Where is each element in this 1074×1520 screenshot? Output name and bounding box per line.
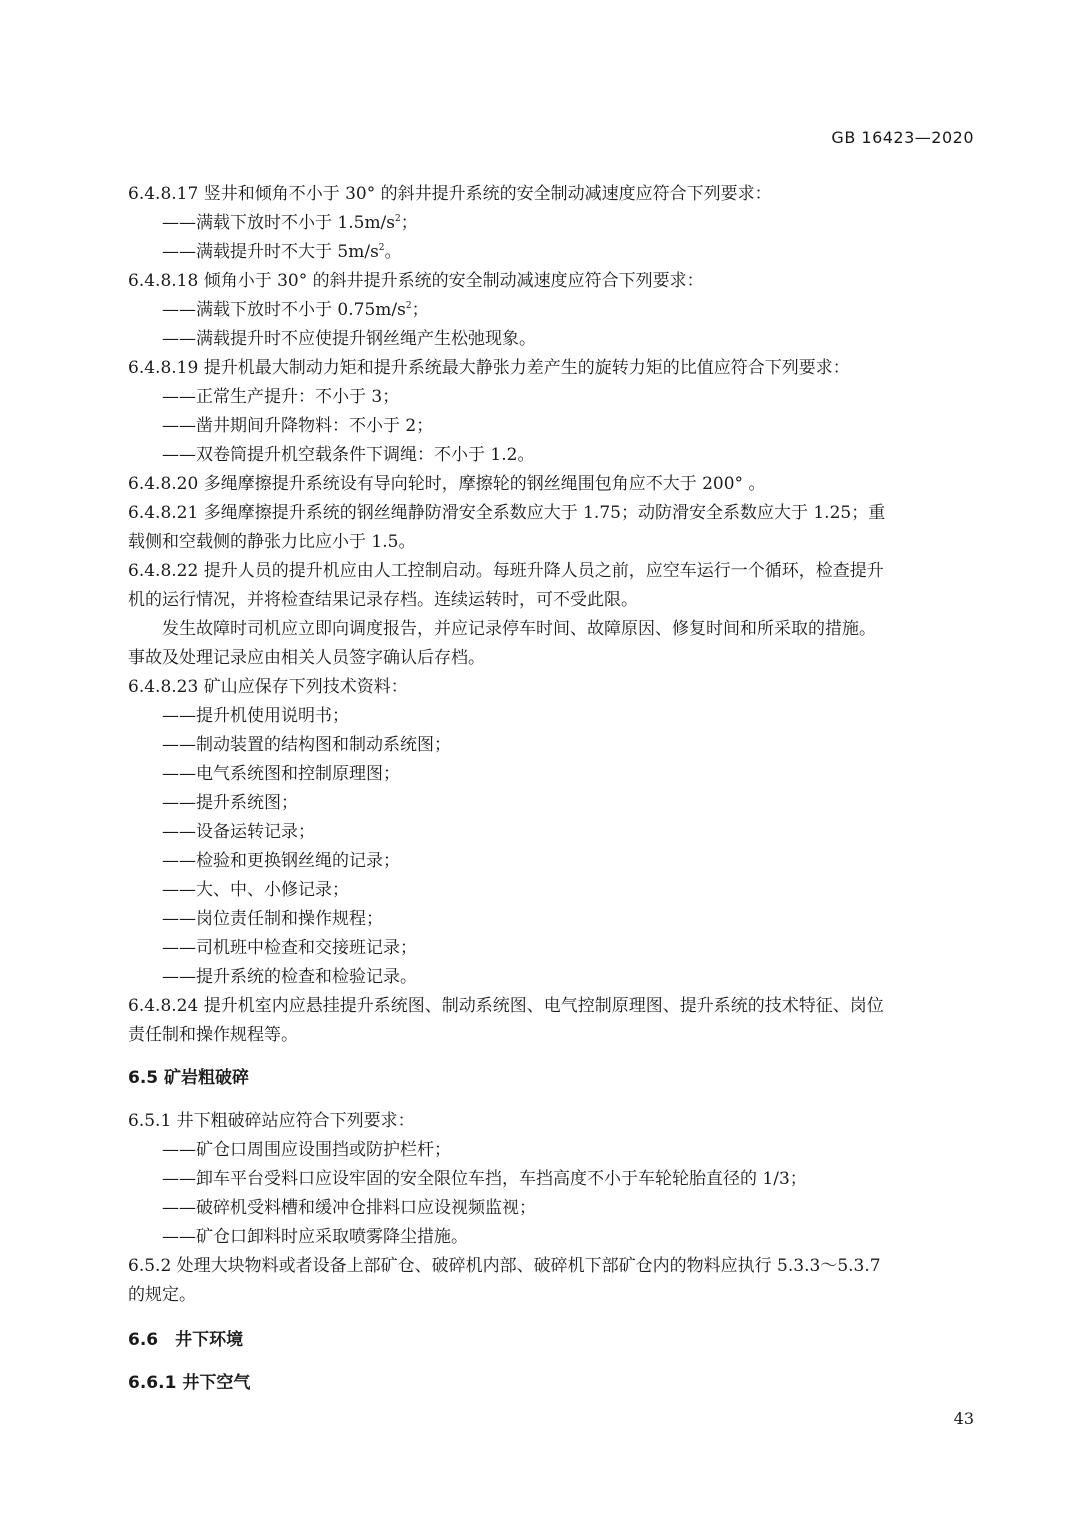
clause-6-5-2-line2: 的规定。 [128,1285,196,1305]
list-item: ——满载下放时不小于 $1.5m/s^2$； [162,213,418,233]
list-item: ——提升机使用说明书； [162,706,349,726]
list-item: ——矿仓口卸料时应采取喷雾降尘措施。 [162,1227,468,1247]
list-item: ——制动装置的结构图和制动系统图； [162,735,451,755]
clause-6-4-8-19: 6.4.8.19 提升机最大制动力矩和提升系统最大静张力差产生的旋转力矩的比值应符合下列要求： [128,358,850,378]
clause-6-4-8-22-line2: 机的运行情况，并将检查结果记录存档。连续运转时，可不受此限。 [128,590,638,610]
clause-6-4-8-22-line1: 6.4.8.22 提升人员的提升机应由人工控制启动。每班升降人员之前，应空车运行一个循环，检查提升 [128,561,884,581]
clause-6-4-8-21-line2: 载侧和空载侧的静张力比应小于 1.5。 [128,532,416,552]
standard-code: GB 16423—2020 [831,128,974,147]
list-item: ——满载提升时不大于 $5m/s^2$。 [162,242,402,262]
list-item: ——破碎机受料槽和缓冲仓排料口应设视频监视； [162,1198,536,1218]
clause-6-4-8-17: 6.4.8.17 竖井和倾角不小于 30° 的斜井提升系统的安全制动减速度应符合下列要求： [128,184,772,204]
list-item: ——双卷筒提升机空载条件下调绳：不小于 1.2。 [162,445,535,465]
clause-6-5-2-line1: 6.5.2 处理大块物料或者设备上部矿仓、破碎机内部、破碎机下部矿仓内的物料应执行 5.3.3～5.3.7 [128,1256,881,1276]
clause-6-5-1: 6.5.1 井下粗破碎站应符合下列要求： [128,1111,415,1131]
list-item: ——满载下放时不小于 $0.75m/s^2$； [162,300,429,320]
clause-6-4-8-20: 6.4.8.20 多绳摩擦提升系统设有导向轮时，摩擦轮的钢丝绳围包角应不大于 200° 。 [128,474,766,494]
clause-6-4-8-18: 6.4.8.18 倾角小于 30° 的斜井提升系统的安全制动减速度应符合下列要求： [128,271,704,291]
paragraph-line2: 事故及处理记录应由相关人员签字确认后存档。 [128,648,485,668]
list-item: ——提升系统图； [162,793,298,813]
document-body [128,180,966,1398]
list-item: ——司机班中检查和交接班记录； [162,938,417,958]
list-item: ——凿井期间升降物料：不小于 2； [162,416,434,436]
section-heading-6-6: 6.6 井下环境 [128,1330,244,1350]
clause-6-4-8-24-line1: 6.4.8.24 提升机室内应悬挂提升系统图、制动系统图、电气控制原理图、提升系统的技术特征、岗位 [128,996,884,1016]
list-item: ——检验和更换钢丝绳的记录； [162,851,400,871]
list-item: ——岗位责任制和操作规程； [162,909,383,929]
section-heading-6-6-1: 6.6.1 井下空气 [128,1373,251,1393]
list-item: ——正常生产提升：不小于 3； [162,387,400,407]
paragraph-line1: 发生故障时司机应立即向调度报告，并应记录停车时间、故障原因、修复时间和所采取的措施。 [162,619,876,639]
list-item: ——卸车平台受料口应设牢固的安全限位车挡，车挡高度不小于车轮轮胎直径的 1/3； [162,1169,807,1189]
section-heading-6-5: 6.5 矿岩粗破碎 [128,1068,250,1088]
clause-6-4-8-23: 6.4.8.23 矿山应保存下列技术资料： [128,677,408,697]
page-number: 43 [953,1409,974,1428]
clause-6-4-8-24-line2: 责任制和操作规程等。 [128,1025,298,1045]
clause-6-4-8-21-line1: 6.4.8.21 多绳摩擦提升系统的钢丝绳静防滑安全系数应大于 1.75；动防滑安全系数应大于 1.25；重 [128,503,886,523]
list-item: ——大、中、小修记录； [162,880,349,900]
list-item: ——矿仓口周围应设围挡或防护栏杆； [162,1140,451,1160]
list-item: ——电气系统图和控制原理图； [162,764,400,784]
list-item: ——满载提升时不应使提升钢丝绳产生松弛现象。 [162,329,536,349]
list-item: ——设备运转记录； [162,822,315,842]
list-item: ——提升系统的检查和检验记录。 [162,967,417,987]
